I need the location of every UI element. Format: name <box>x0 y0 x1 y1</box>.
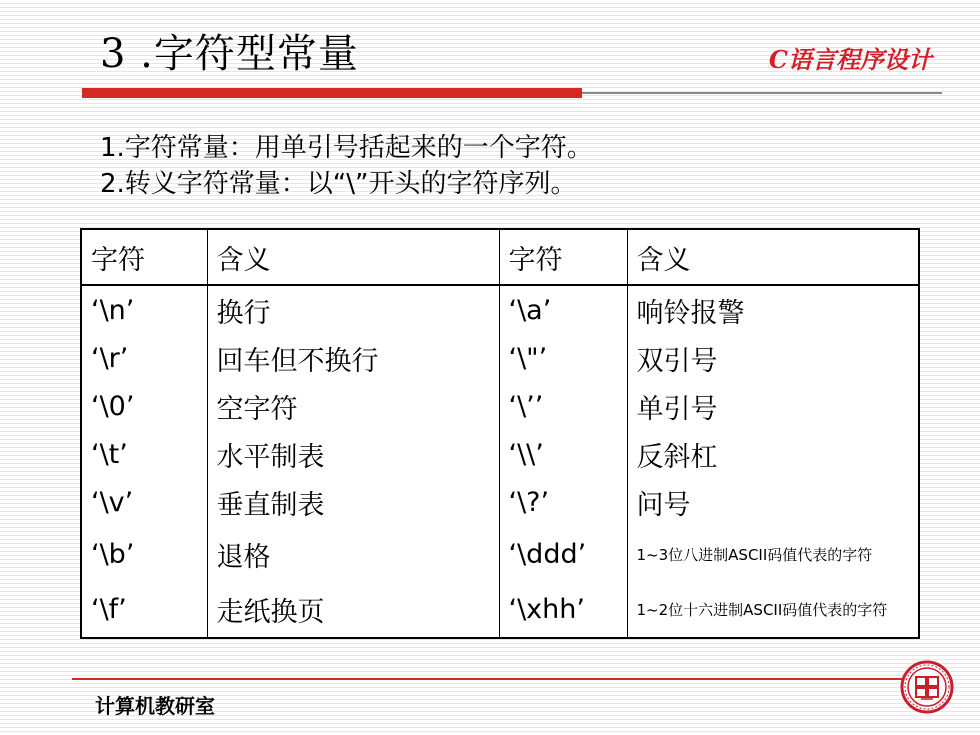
cell-meaning: 双引号 <box>627 334 919 382</box>
cell-meaning: 水平制表 <box>207 430 499 478</box>
intro-text <box>100 130 593 202</box>
table-row <box>81 334 919 382</box>
table-row <box>81 382 919 430</box>
header-char-1: 字符 <box>81 229 207 285</box>
cell-char: ‘\v’ <box>81 478 207 526</box>
cell-meaning: 退格 <box>207 526 499 581</box>
header-meaning-1: 含义 <box>207 229 499 285</box>
header-char-2: 字符 <box>499 229 627 285</box>
cell-char: ‘\ddd’ <box>499 526 627 581</box>
cell-char: ‘\n’ <box>81 285 207 334</box>
title-underline-gray <box>582 92 942 94</box>
cell-char: ‘\’’ <box>499 382 627 430</box>
university-seal-icon <box>900 660 954 714</box>
cell-meaning: 回车但不换行 <box>207 334 499 382</box>
cell-char: ‘\xhh’ <box>499 582 627 638</box>
intro-line-1: 1.字符常量：用单引号括起来的一个字符。 <box>100 133 593 163</box>
cell-meaning: 问号 <box>627 478 919 526</box>
intro-line-2: 2.转义字符常量：以“\”开头的字符序列。 <box>100 169 577 199</box>
slide-title: 3 .字符型常量 <box>100 31 359 77</box>
cell-meaning: 1~3位八进制ASCII码值代表的字符 <box>627 526 919 581</box>
cell-meaning: 空字符 <box>207 382 499 430</box>
table-row <box>81 478 919 526</box>
header-meaning-2: 含义 <box>627 229 919 285</box>
cell-meaning: 响铃报警 <box>627 285 919 334</box>
footer-label: 计算机教研室 <box>95 694 215 718</box>
escape-sequence-table <box>80 228 920 639</box>
cell-meaning: 单引号 <box>627 382 919 430</box>
cell-char: ‘\b’ <box>81 526 207 581</box>
cell-meaning: 走纸换页 <box>207 582 499 638</box>
cell-meaning: 垂直制表 <box>207 478 499 526</box>
table-row <box>81 526 919 581</box>
cell-meaning: 1~2位十六进制ASCII码值代表的字符 <box>627 582 919 638</box>
footer-rule <box>72 678 902 680</box>
table-row <box>81 582 919 638</box>
cell-char: ‘\0’ <box>81 382 207 430</box>
table-row <box>81 430 919 478</box>
cell-char: ‘\r’ <box>81 334 207 382</box>
course-brand: C语言程序设计 <box>768 45 932 74</box>
cell-meaning: 换行 <box>207 285 499 334</box>
table-row <box>81 285 919 334</box>
cell-char: ‘\?’ <box>499 478 627 526</box>
title-underline-red <box>82 88 582 98</box>
cell-char: ‘\t’ <box>81 430 207 478</box>
cell-char: ‘\a’ <box>499 285 627 334</box>
cell-char: ‘\f’ <box>81 582 207 638</box>
table-header-row <box>81 229 919 285</box>
cell-meaning: 反斜杠 <box>627 430 919 478</box>
cell-char: ‘\\’ <box>499 430 627 478</box>
cell-char: ‘\"’ <box>499 334 627 382</box>
